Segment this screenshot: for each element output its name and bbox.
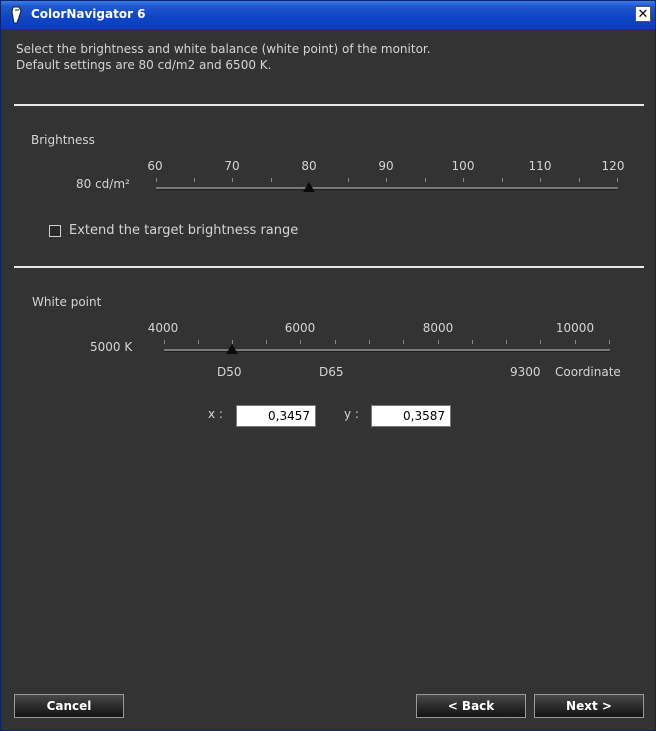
cancel-button[interactable]: Cancel [14, 694, 124, 718]
white-point-tick [609, 340, 610, 344]
white-point-tick [164, 340, 165, 344]
white-point-tick [266, 340, 267, 344]
white-point-label: White point [32, 295, 102, 309]
divider [14, 104, 644, 106]
brightness-slider-track[interactable] [156, 187, 618, 190]
extend-brightness-label[interactable]: Extend the target brightness range [69, 223, 299, 238]
brightness-tick [617, 178, 618, 182]
white-point-tick [540, 340, 541, 344]
brightness-tick [348, 178, 349, 182]
brightness-scale-120: 120 [601, 159, 625, 173]
brightness-tick [194, 178, 195, 182]
brightness-scale-90: 90 [378, 159, 394, 173]
brightness-scale-100: 100 [451, 159, 475, 173]
brightness-scale-80: 80 [301, 159, 317, 173]
white-point-tick [403, 340, 404, 344]
brightness-tick [579, 178, 580, 182]
preset-d65[interactable]: D65 [319, 365, 344, 379]
brightness-tick [502, 178, 503, 182]
intro-text [16, 41, 431, 73]
x-label: x : [208, 407, 223, 421]
white-point-tick [472, 340, 473, 344]
brightness-tick [463, 178, 464, 182]
x-coordinate-field[interactable]: 0,3457 [236, 405, 316, 427]
y-label: y : [344, 407, 359, 421]
brightness-tick [425, 178, 426, 182]
brightness-label: Brightness [31, 133, 95, 147]
white-point-scale-10000: 10000 [555, 321, 595, 335]
brightness-tick [540, 178, 541, 182]
brightness-tick [156, 178, 157, 182]
preset-9300[interactable]: 9300 [510, 365, 541, 379]
preset-d50[interactable]: D50 [217, 365, 242, 379]
close-button[interactable] [635, 6, 651, 22]
white-point-tick [369, 340, 370, 344]
white-point-tick [575, 340, 576, 344]
window-title: ColorNavigator 6 [31, 7, 146, 21]
close-icon: ✕ [637, 6, 649, 22]
brightness-scale-70: 70 [224, 159, 240, 173]
white-point-slider-thumb[interactable] [226, 344, 238, 354]
brightness-scale-110: 110 [528, 159, 552, 173]
extend-brightness-checkbox[interactable] [49, 225, 61, 237]
title-bar[interactable] [1, 1, 655, 29]
preset-coordinate[interactable]: Coordinate [555, 365, 621, 379]
intro-line-1: Select the brightness and white balance (white point) of the monitor. [16, 42, 431, 56]
app-icon [9, 6, 25, 24]
white-point-current-value: 5000 K [90, 340, 133, 354]
intro-line-2: Default settings are 80 cd/m2 and 6500 K. [16, 58, 272, 72]
white-point-scale-4000: 4000 [147, 321, 179, 335]
next-button[interactable]: Next > [534, 694, 644, 718]
white-point-tick [198, 340, 199, 344]
brightness-scale-60: 60 [147, 159, 163, 173]
white-point-scale-6000: 6000 [284, 321, 316, 335]
y-coordinate-field[interactable]: 0,3587 [371, 405, 451, 427]
white-point-tick [335, 340, 336, 344]
back-button[interactable]: < Back [416, 694, 526, 718]
white-point-scale-8000: 8000 [422, 321, 454, 335]
brightness-tick [232, 178, 233, 182]
brightness-tick [271, 178, 272, 182]
divider [14, 266, 644, 268]
white-point-tick [300, 340, 301, 344]
white-point-tick [438, 340, 439, 344]
brightness-slider-thumb[interactable] [303, 182, 315, 192]
brightness-current-value: 80 cd/m² [76, 177, 130, 191]
brightness-tick [386, 178, 387, 182]
white-point-tick [506, 340, 507, 344]
